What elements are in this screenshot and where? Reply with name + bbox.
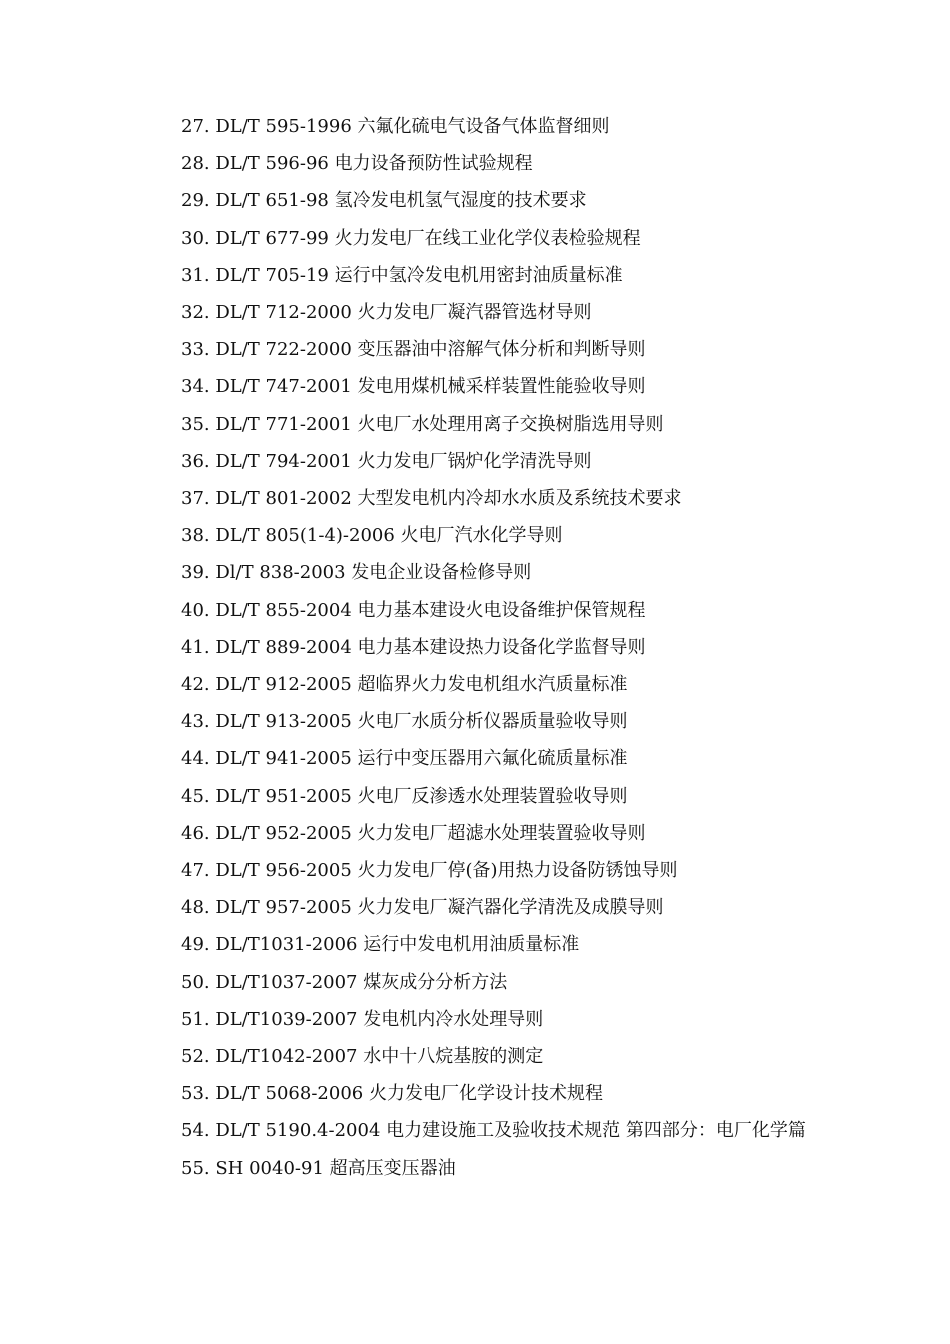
- list-item: 42. DL/T 912-2005 超临界火力发电机组水汽质量标准: [181, 674, 628, 696]
- list-item: 38. DL/T 805(1-4)-2006 火电厂汽水化学导则: [181, 525, 563, 547]
- list-item: 34. DL/T 747-2001 发电用煤机械采样装置性能验收导则: [181, 376, 646, 398]
- list-item: 45. DL/T 951-2005 火电厂反渗透水处理装置验收导则: [181, 785, 628, 807]
- list-item: 32. DL/T 712-2000 火力发电厂凝汽器管选材导则: [181, 302, 592, 324]
- list-item: 33. DL/T 722-2000 变压器油中溶解气体分析和判断导则: [181, 339, 646, 361]
- list-item: 47. DL/T 956-2005 火力发电厂停(备)用热力设备防锈蚀导则: [181, 860, 678, 882]
- standards-list: [145, 108, 825, 1187]
- list-item: 36. DL/T 794-2001 火力发电厂锅炉化学清洗导则: [181, 450, 592, 472]
- list-item: 54. DL/T 5190.4-2004 电力建设施工及验收技术规范 第四部分：电厂化学篇: [181, 1120, 806, 1142]
- list-item: 53. DL/T 5068-2006 火力发电厂化学设计技术规程: [181, 1083, 603, 1105]
- list-item: 40. DL/T 855-2004 电力基本建设火电设备维护保管规程: [181, 599, 646, 621]
- list-item: 35. DL/T 771-2001 火电厂水处理用离子交换树脂选用导则: [181, 413, 664, 435]
- list-item: 44. DL/T 941-2005 运行中变压器用六氟化硫质量标准: [181, 748, 628, 770]
- list-item: 29. DL/T 651-98 氢冷发电机氢气湿度的技术要求: [181, 190, 587, 212]
- list-item: 46. DL/T 952-2005 火力发电厂超滤水处理装置验收导则: [181, 822, 646, 844]
- list-item: 28. DL/T 596-96 电力设备预防性试验规程: [181, 153, 533, 175]
- list-item: 30. DL/T 677-99 火力发电厂在线工业化学仪表检验规程: [181, 227, 641, 249]
- list-item: 41. DL/T 889-2004 电力基本建设热力设备化学监督导则: [181, 636, 646, 658]
- list-item: 27. DL/T 595-1996 六氟化硫电气设备气体监督细则: [181, 116, 610, 137]
- list-item: 48. DL/T 957-2005 火力发电厂凝汽器化学清洗及成膜导则: [181, 897, 664, 919]
- list-item: 55. SH 0040-91 超高压变压器油: [181, 1157, 456, 1179]
- list-item: 51. DL/T1039-2007 发电机内冷水处理导则: [181, 1008, 544, 1030]
- list-item: 52. DL/T1042-2007 水中十八烷基胺的测定: [181, 1046, 544, 1068]
- list-item: 39. Dl/T 838-2003 发电企业设备检修导则: [181, 562, 532, 584]
- list-item: 49. DL/T1031-2006 运行中发电机用油质量标准: [181, 934, 580, 956]
- list-item: 31. DL/T 705-19 运行中氢冷发电机用密封油质量标准: [181, 264, 623, 286]
- list-item: 43. DL/T 913-2005 火电厂水质分析仪器质量验收导则: [181, 711, 628, 733]
- list-item: 37. DL/T 801-2002 大型发电机内冷却水水质及系统技术要求: [181, 488, 682, 510]
- list-item: 50. DL/T1037-2007 煤灰成分分析方法: [181, 971, 508, 993]
